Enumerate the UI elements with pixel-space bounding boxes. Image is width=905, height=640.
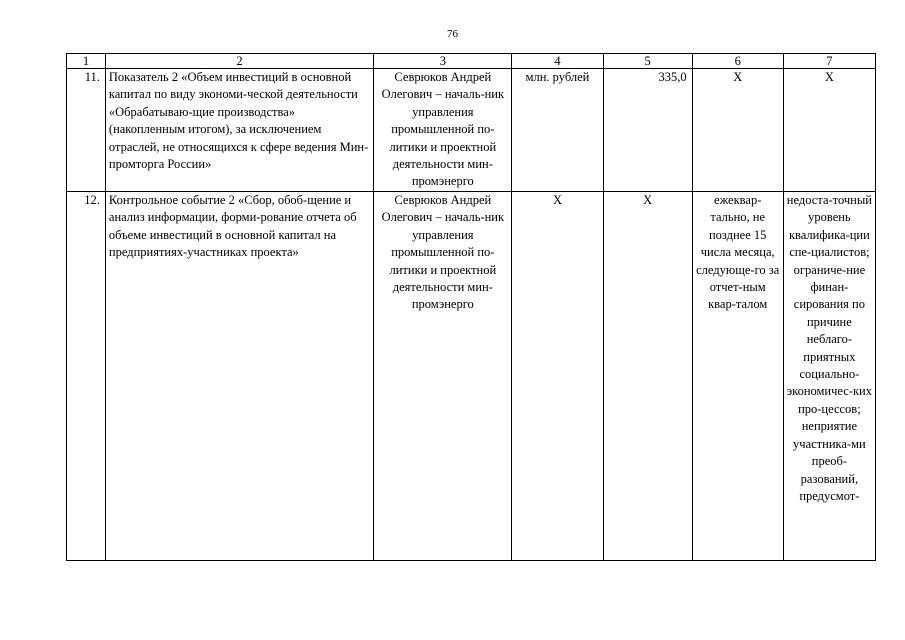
table-row [67,69,876,192]
data-table [66,53,876,561]
row-number: 12. [67,192,106,561]
row-name: Контрольное событие 2 «Сбор, обоб-щение и анализ информации, форми-рование отчета об объеме инвестиций в основной капитал на предприятиях-участниках проекта» [105,192,373,561]
row-col7: Х [783,69,875,192]
table-header-row [67,54,876,69]
header-cell: 4 [512,54,603,69]
row-col7-text: недоста-точный уровень квалифика-ции спе-циалистов; ограниче-ние финан-сирования по причине неблаго-приятных социально-экономичес-ких про-цессов; неприятие участника-ми преоб-разований, предусмот- [786,193,872,503]
row-col6: Х [692,69,783,192]
row-unit: Х [512,192,603,561]
row-unit: млн. рублей [512,69,603,192]
header-cell: 2 [105,54,373,69]
header-cell: 6 [692,54,783,69]
row-col6: ежеквар-тально, не позднее 15 числа месяца, следующе-го за отчет-ным квар-талом [692,192,783,561]
page-number: 76 [447,28,458,40]
row-value: Х [603,192,692,561]
row-responsible: Севрюков Андрей Олегович – началь-ник управления промышленной по-литики и проектной деятельности мин-промэнерго [374,69,512,192]
header-cell: 5 [603,54,692,69]
header-cell: 1 [67,54,106,69]
header-cell: 7 [783,54,875,69]
row-col7 [783,192,875,561]
table-row [67,192,876,561]
row-number: 11. [67,69,106,192]
row-value: 335,0 [603,69,692,192]
header-cell: 3 [374,54,512,69]
row-name: Показатель 2 «Объем инвестиций в основной капитал по виду экономи-ческой деятельности «Обрабатываю-щие производства» (накопленным итогом), за исключением отраслей, не относящихся к сфере ведения Мин-промторга России» [105,69,373,192]
row-responsible: Севрюков Андрей Олегович – началь-ник управления промышленной по-литики и проектной деятельности мин-промэнерго [374,192,512,561]
